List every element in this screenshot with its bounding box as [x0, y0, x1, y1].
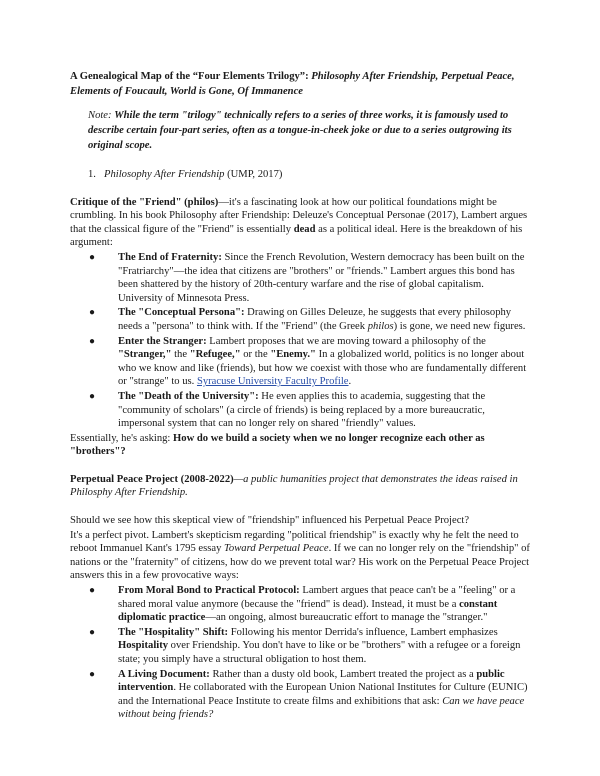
bullet-icon: ●	[89, 307, 96, 319]
section2-bullet-list	[70, 584, 530, 722]
bullet-bold: "Refugee,"	[189, 349, 241, 361]
note-prefix: Note:	[88, 110, 115, 121]
numbered-item	[88, 168, 530, 182]
item-number: 1.	[88, 169, 96, 180]
bullet-icon: ●	[89, 585, 96, 597]
bullet-text: Lambert argues that peace can't be a "feeling" or a shared moral value anymore (because the "friend" is dead). Instead, it must be a	[118, 585, 516, 610]
bullet-heading: The "Hospitality" Shift:	[118, 626, 229, 638]
list-item	[70, 626, 530, 667]
bullet-bold: "Enemy."	[270, 349, 316, 361]
spacer	[70, 501, 530, 514]
list-item	[70, 668, 530, 722]
list-item	[70, 306, 530, 333]
bullet-text: Following his mentor Derrida's influence, Lambert emphasizes	[228, 626, 498, 638]
list-item	[70, 335, 530, 389]
bullet-text: Rather than a dusty old book, Lambert treated the project as a	[209, 668, 477, 680]
section1-intro-text: —it's a fascinating look at how our political foundations might be crumbling. In his book Philosophy after Friendship: Deleuze's Conceptual Personae (2017), Lambert argues that the classical figure of the "Friend" is essentially	[70, 196, 528, 235]
bullet-bold: constant diplomatic practice	[118, 598, 498, 624]
section2-intro	[70, 529, 530, 583]
bullet-bold: public intervention	[118, 668, 505, 694]
bullet-icon: ●	[89, 668, 96, 680]
closing-question: How do we build a society when we no longer recognize each other as "brothers"?	[70, 432, 485, 458]
note-text: While the term "trilogy" technically refers to a series of three works, it is famously used to describe certain four-part series, often as a tongue-in-cheek joke or due to a series outgrowing its original scope.	[88, 110, 512, 151]
closing-text: Essentially, he's asking:	[70, 432, 174, 444]
bullet-heading: The "Death of the University":	[118, 390, 259, 402]
list-item	[70, 251, 530, 305]
bullet-text: or the	[240, 349, 271, 361]
item-title: Philosophy After Friendship	[104, 169, 225, 180]
section2-question: Should we see how this skeptical view of "friendship" influenced his Perpetual Peace Project?	[70, 515, 470, 527]
bullet-text: ) is gone, we need new figures.	[393, 320, 526, 332]
intro-italic: Toward Perpetual Peace	[224, 543, 329, 555]
section1-intro-end: as a political ideal. Here is the breakdown of his argument:	[70, 223, 523, 249]
bullet-heading: The End of Fraternity:	[118, 251, 222, 263]
bullet-text: .	[348, 376, 352, 388]
section1-heading: Critique of the "Friend" (philos)	[70, 196, 219, 208]
bullet-icon: ●	[89, 251, 96, 263]
bullet-bold: Hospitality	[118, 640, 169, 652]
note-paragraph	[88, 108, 530, 153]
intro-text: . If we can no longer rely on the "friendship" of nations or the "fraternity" of citizens, how do we prevent total war? His work on the Perpetual Peace Project answers this in a few provocative ways:	[70, 543, 530, 582]
bullet-icon: ●	[89, 335, 96, 347]
bullet-heading: Enter the Stranger:	[118, 335, 207, 347]
bullet-text: Lambert proposes that we are moving toward a philosophy of the	[206, 335, 486, 347]
document-page	[70, 69, 530, 723]
bullet-text: the	[171, 349, 190, 361]
item-suffix: (UMP, 2017)	[224, 169, 283, 180]
bullet-text: Since the French Revolution, Western democracy has been built on the "Fratriarchy"—the idea that citizens are "brothers" or "friends." Lambert argues this bond has been shattered by the history of 20th-century warfare and the rise of global capitalism. University of Minnesota Press.	[118, 251, 525, 304]
bullet-text: over Friendship. You don't have to like or be "brothers" with a refugee or a foreign state; you simply have a structural obligation to host them.	[118, 640, 521, 665]
intro-text: It's a perfect pivot. Lambert's skepticism regarding "political friendship" is exactly why he felt the need to reboot Immanuel Kant's 1795 essay	[70, 529, 519, 555]
section1-closing	[70, 432, 530, 459]
section2-subtitle: —a public humanities project that demonstrates the ideas raised in Philosphy After Friendship.	[70, 473, 518, 499]
bullet-heading: From Moral Bond to Practical Protocol:	[118, 585, 300, 597]
section2-heading	[70, 473, 530, 500]
bullet-text: He even applies this to academia, suggesting that the "community of scholars" (a circle of friends) is being replaced by a more bureaucratic, impersonal system that can no longer rely on shared "friendly" values.	[118, 390, 486, 430]
spacer	[70, 460, 530, 473]
section1-bullet-list	[70, 251, 530, 431]
bullet-italic: philos	[367, 320, 394, 332]
section2-title: Perpetual Peace Project (2008-2022)	[70, 473, 234, 485]
section1-intro	[70, 196, 530, 250]
bullet-heading: The "Conceptual Persona":	[118, 307, 245, 319]
title-plain: A Genealogical Map of the “Four Elements Trilogy”:	[70, 71, 312, 82]
bullet-text: —an ongoing, almost bureaucratic effort to manage the "stranger."	[205, 612, 488, 624]
bullet-text: In a globalized world, politics is no longer about who we know and like (friends), but how we coexist with those who are fundamentally different or "strange" to us.	[118, 349, 527, 388]
faculty-profile-link[interactable]: Syracuse University Faculty Profile	[196, 376, 349, 388]
bullet-text: Drawing on Gilles Deleuze, he suggests that every philosophy needs a "persona" to think with. If the "Friend" (the Greek	[118, 307, 512, 332]
section1-dead: dead	[293, 223, 316, 235]
bullet-icon: ●	[89, 390, 96, 402]
bullet-heading: A Living Document:	[118, 668, 210, 680]
bullet-icon: ●	[89, 626, 96, 638]
bullet-italic: Can we have peace without being friends?	[118, 695, 525, 721]
document-title	[70, 69, 530, 99]
bullet-text: . He collaborated with the European Union National Institutes for Culture (EUNIC) and the International Peace Institute to create films and exhibitions that ask:	[118, 682, 528, 707]
bullet-bold: "Stranger,"	[118, 349, 172, 361]
list-item	[70, 584, 530, 625]
title-italic: Philosophy After Friendship, Perpetual Peace, Elements of Foucault, World is Gone, Of Immanence	[70, 71, 515, 97]
list-item	[70, 390, 530, 431]
